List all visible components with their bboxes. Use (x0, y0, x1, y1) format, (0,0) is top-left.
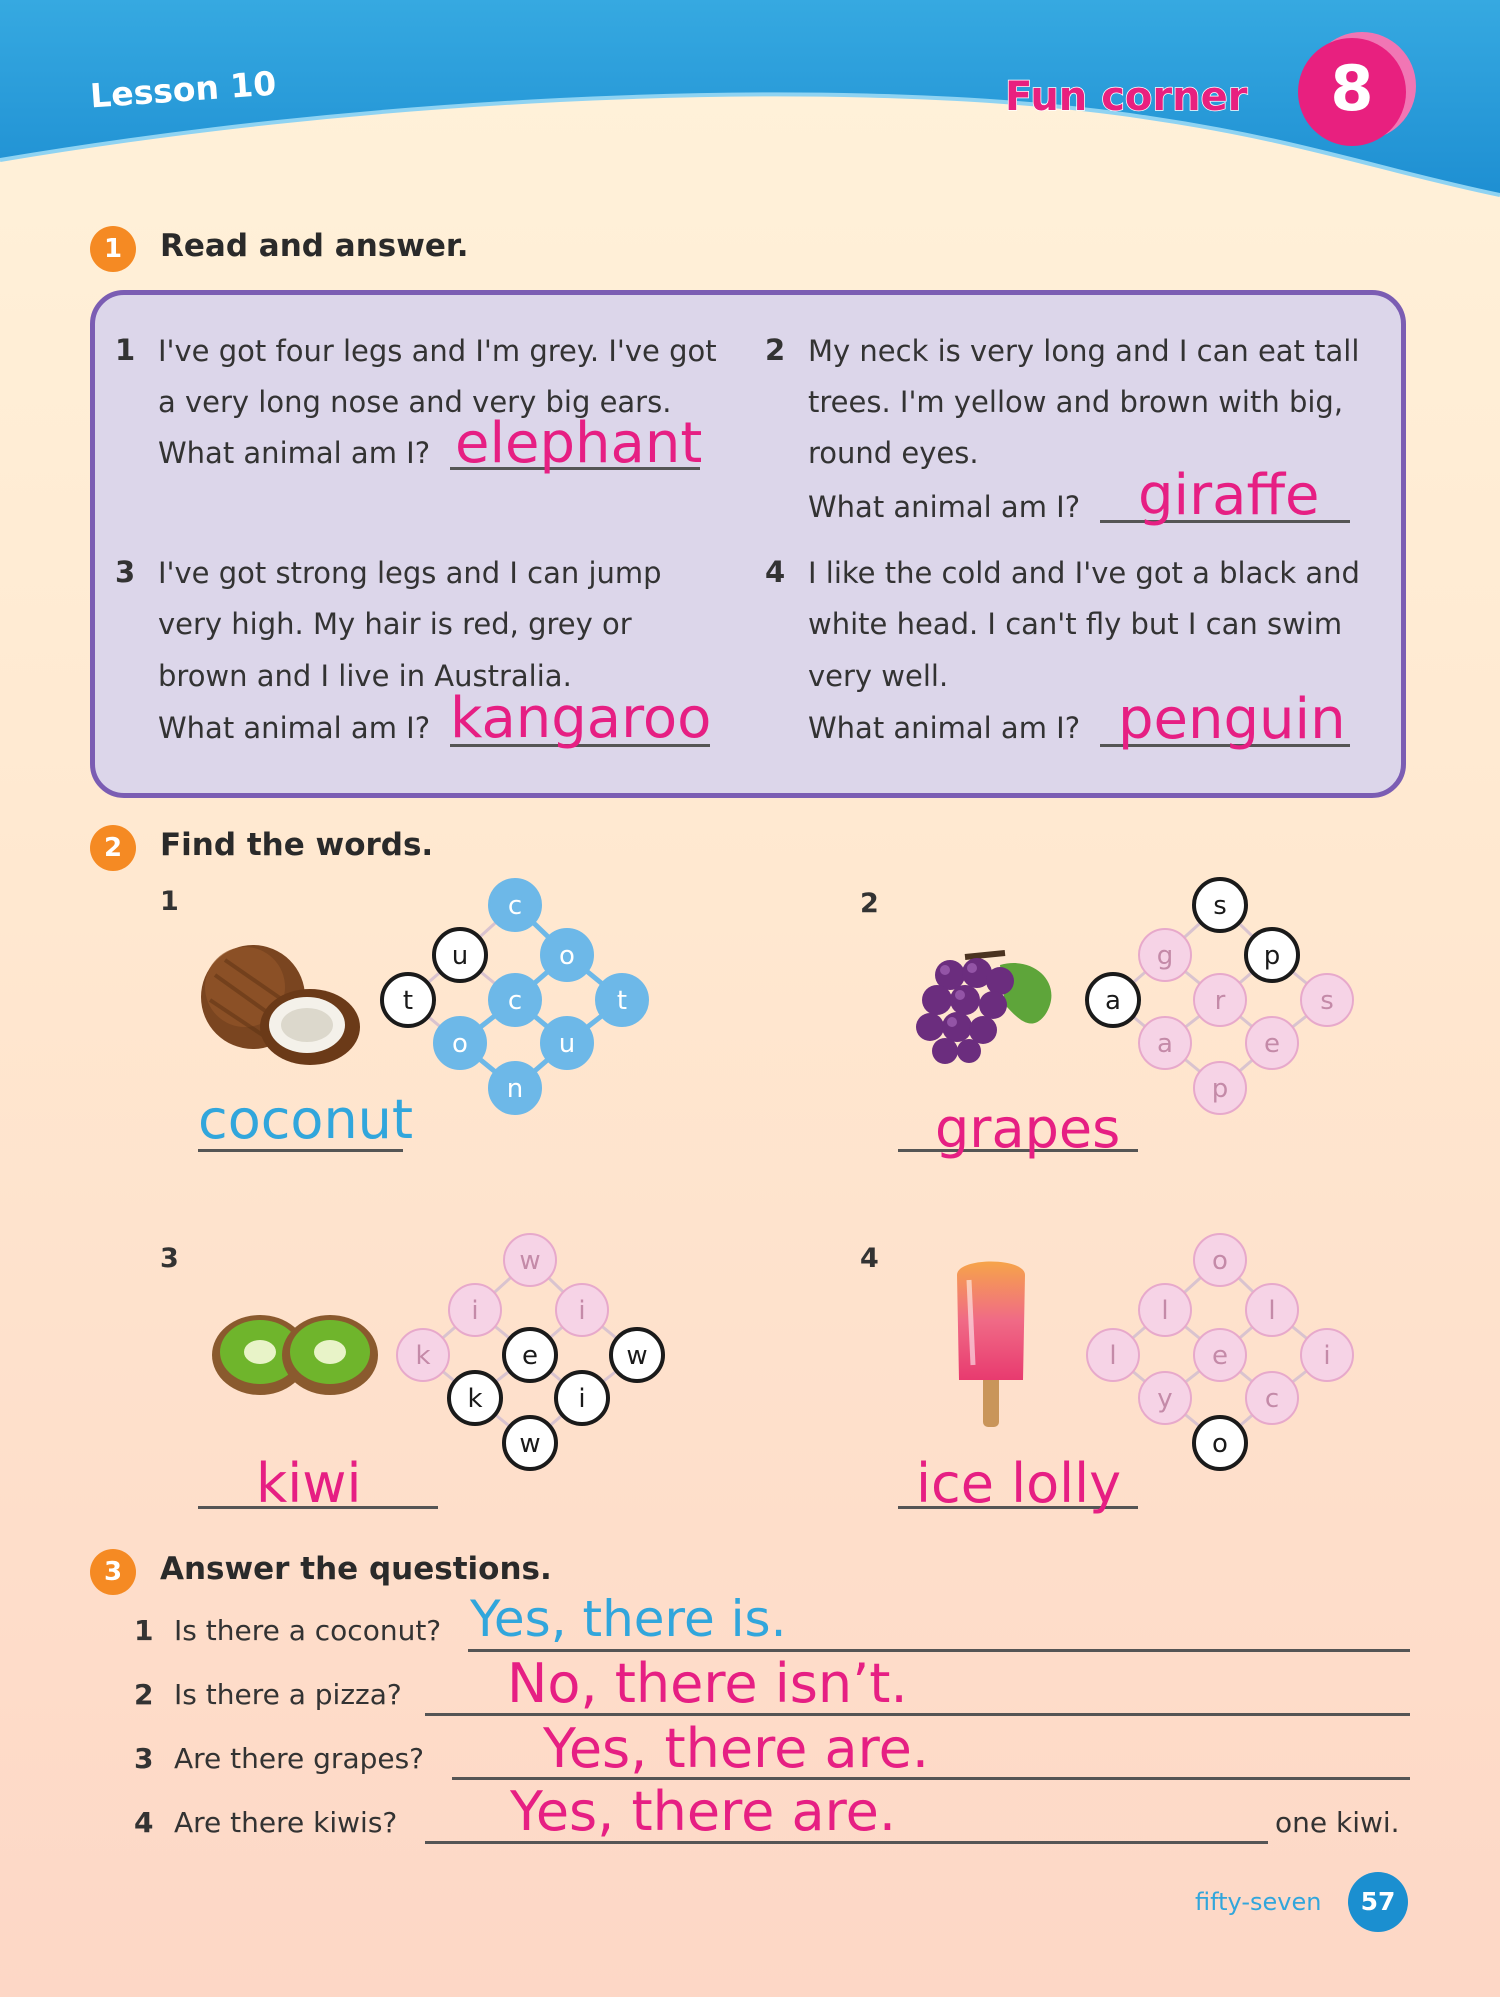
letter-label: o (1212, 1246, 1228, 1276)
letter-circle[interactable] (1194, 1062, 1246, 1114)
kiwi-illustration (210, 1300, 380, 1405)
letter-label: e (1212, 1341, 1228, 1371)
question-text: Are there grapes? (174, 1742, 425, 1775)
riddle-question: What animal am I? (158, 436, 431, 470)
letter-label: c (1264, 1384, 1280, 1414)
letter-circle[interactable] (596, 974, 648, 1026)
activity-heading: Read and answer. (160, 228, 469, 264)
letter-circle[interactable] (1194, 1329, 1246, 1381)
letter-circle[interactable] (1087, 1329, 1139, 1381)
riddle-line: My neck is very long and I can eat tall (808, 334, 1360, 368)
letter-label: w (519, 1246, 541, 1276)
letter-circle[interactable] (1194, 974, 1246, 1026)
activity-number: 1 (90, 226, 136, 272)
riddle-line: brown and I live in Australia. (158, 659, 572, 693)
letter-circle[interactable] (434, 1017, 486, 1069)
letter-circle[interactable] (434, 929, 486, 981)
letter-label: u (451, 941, 469, 971)
page-number-badge: 57 (1348, 1872, 1408, 1932)
letter-circle[interactable] (1139, 1284, 1191, 1336)
letter-label: t (402, 986, 414, 1016)
letter-label: l (1268, 1296, 1276, 1326)
letter-label: g (1156, 941, 1174, 971)
puzzle-number: 1 (160, 886, 179, 917)
question-text: Are there kiwis? (174, 1806, 398, 1839)
puzzle-number: 3 (160, 1243, 179, 1274)
page-number-words: fifty-seven (1195, 1888, 1322, 1916)
question-number: 4 (134, 1806, 154, 1839)
riddle-line: very well. (808, 659, 949, 693)
activity-heading: Find the words. (160, 827, 434, 863)
letter-label: c (507, 891, 523, 921)
letter-label: e (1264, 1029, 1280, 1059)
letter-circle[interactable] (382, 974, 434, 1026)
letter-label: c (507, 986, 523, 1016)
riddle-answer[interactable]: kangaroo (450, 686, 712, 751)
question-text: Is there a pizza? (174, 1678, 402, 1711)
letter-circle[interactable] (489, 974, 541, 1026)
letter-circle[interactable] (449, 1372, 501, 1424)
letter-label: l (1161, 1296, 1169, 1326)
letter-label: k (415, 1341, 431, 1371)
letter-label: w (626, 1341, 648, 1371)
letter-circle[interactable] (1194, 1417, 1246, 1469)
riddle-number: 2 (765, 333, 786, 367)
letter-label: i (1323, 1341, 1331, 1371)
letter-circle[interactable] (556, 1372, 608, 1424)
letter-circle[interactable] (489, 1062, 541, 1114)
letter-label: k (467, 1384, 483, 1414)
letter-circle[interactable] (504, 1329, 556, 1381)
letter-circle[interactable] (1139, 1017, 1191, 1069)
question-number: 2 (134, 1678, 154, 1711)
letter-circle[interactable] (1194, 879, 1246, 931)
riddle-line: trees. I'm yellow and brown with big, (808, 385, 1344, 419)
letter-label: n (506, 1074, 524, 1104)
puzzle-number: 2 (860, 888, 879, 919)
unit-number: 8 (1330, 52, 1374, 125)
activity-number: 3 (90, 1549, 136, 1595)
letter-grid (1065, 870, 1395, 1130)
letter-circle[interactable] (397, 1329, 449, 1381)
riddle-line: I've got strong legs and I can jump (158, 556, 662, 590)
letter-circle[interactable] (611, 1329, 663, 1381)
letter-circle[interactable] (1301, 974, 1353, 1026)
riddle-line: I've got four legs and I'm grey. I've got (158, 334, 717, 368)
letter-label: p (1211, 1074, 1229, 1104)
question-text: Is there a coconut? (174, 1614, 442, 1647)
letter-label: a (1105, 986, 1121, 1016)
riddle-question: What animal am I? (808, 711, 1081, 745)
letter-label: a (1157, 1029, 1173, 1059)
letter-label: s (1213, 891, 1227, 921)
riddle-number: 1 (115, 333, 136, 367)
letter-label: s (1320, 986, 1334, 1016)
riddle-line: I like the cold and I've got a black and (808, 556, 1360, 590)
letter-circle[interactable] (556, 1284, 608, 1336)
letter-circle[interactable] (1246, 1017, 1298, 1069)
letter-circle[interactable] (1246, 929, 1298, 981)
letter-circle[interactable] (1246, 1372, 1298, 1424)
puzzle-answer[interactable]: kiwi (256, 1452, 362, 1515)
activity-heading: Answer the questions. (160, 1551, 552, 1587)
lesson-title: Lesson 10 (88, 63, 278, 116)
riddle-line: white head. I can't fly but I can swim (808, 607, 1343, 641)
letter-label: y (1157, 1384, 1173, 1414)
letter-circle[interactable] (1139, 929, 1191, 981)
riddle-line: round eyes. (808, 436, 979, 470)
letter-circle[interactable] (504, 1234, 556, 1286)
riddle-question: What animal am I? (808, 490, 1081, 524)
puzzle-answer[interactable]: coconut (198, 1088, 414, 1151)
question-number: 1 (134, 1614, 154, 1647)
letter-circle[interactable] (449, 1284, 501, 1336)
riddle-answer[interactable]: giraffe (1138, 463, 1320, 528)
letter-label: i (471, 1296, 479, 1326)
letter-label: o (1212, 1429, 1228, 1459)
riddle-question: What animal am I? (158, 711, 431, 745)
letter-circle[interactable] (1139, 1372, 1191, 1424)
puzzle-number: 4 (860, 1243, 879, 1274)
coconut-illustration (195, 935, 365, 1070)
unit-badge (1298, 38, 1406, 146)
letter-label: l (1109, 1341, 1117, 1371)
letter-label: o (559, 941, 575, 971)
header-banner (0, 0, 1500, 220)
section-title: Fun corner (1005, 74, 1248, 120)
letter-label: t (616, 986, 628, 1016)
question-answer[interactable]: Yes, there are. (543, 1717, 930, 1780)
question-answer[interactable]: Yes, there is. (470, 1590, 787, 1648)
question-answer[interactable]: Yes, there are. (510, 1780, 897, 1843)
letter-label: i (578, 1384, 586, 1414)
riddle-answer[interactable]: elephant (455, 411, 703, 476)
letter-label: o (452, 1029, 468, 1059)
riddle-number: 3 (115, 555, 136, 589)
riddle-answer[interactable]: penguin (1118, 687, 1346, 752)
letter-circle[interactable] (504, 1417, 556, 1469)
ice-lolly-illustration (935, 1255, 1055, 1435)
letter-label: e (522, 1341, 538, 1371)
question-suffix: one kiwi. (1275, 1806, 1400, 1839)
grapes-illustration (905, 945, 1075, 1070)
letter-circle[interactable] (1087, 974, 1139, 1026)
letter-label: p (1263, 941, 1281, 971)
activity-number: 2 (90, 825, 136, 871)
question-number: 3 (134, 1742, 154, 1775)
letter-circle[interactable] (1246, 1284, 1298, 1336)
letter-label: i (578, 1296, 586, 1326)
letter-grid (1065, 1225, 1395, 1485)
letter-circle[interactable] (1194, 1234, 1246, 1286)
letter-label: w (519, 1429, 541, 1459)
letter-circle[interactable] (489, 879, 541, 931)
letter-grid (375, 1225, 705, 1485)
letter-circle[interactable] (541, 1017, 593, 1069)
puzzle-answer[interactable]: grapes (935, 1097, 1121, 1160)
question-answer[interactable]: No, there isn’t. (507, 1652, 908, 1715)
letter-label: r (1214, 986, 1226, 1016)
puzzle-answer[interactable]: ice lolly (916, 1452, 1122, 1515)
letter-circle[interactable] (541, 929, 593, 981)
riddle-number: 4 (765, 555, 786, 589)
riddle-line: a very long nose and very big ears. (158, 385, 672, 419)
riddle-line: very high. My hair is red, grey or (158, 607, 632, 641)
letter-circle[interactable] (1301, 1329, 1353, 1381)
letter-label: u (558, 1029, 576, 1059)
